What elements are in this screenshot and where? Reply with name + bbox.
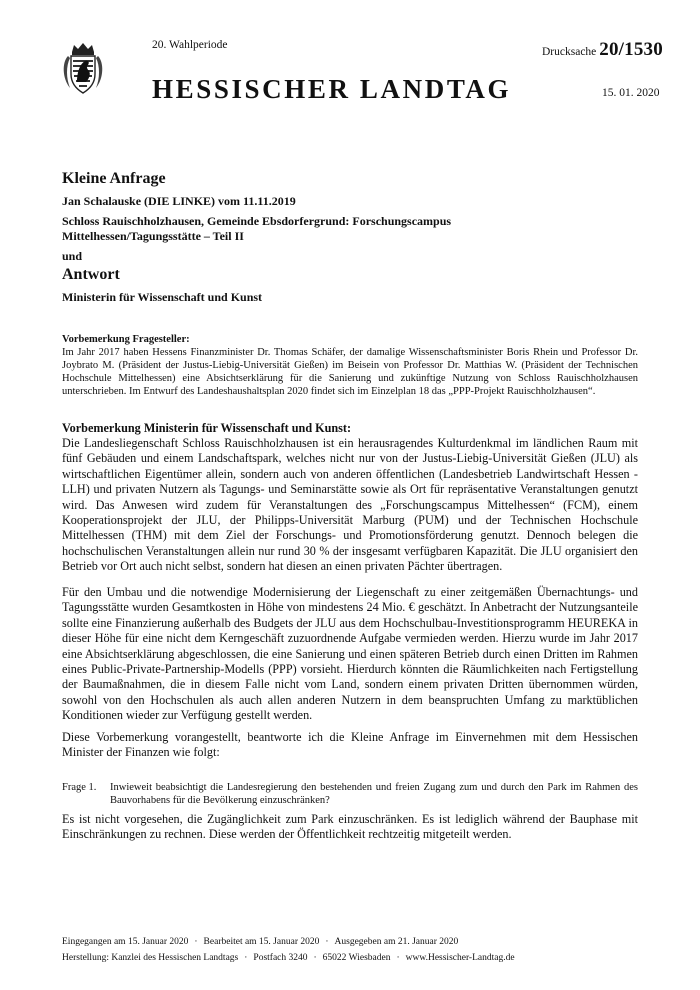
frage1-label: Frage 1.: [62, 782, 97, 793]
vorbemerkung-fragesteller-text: Im Jahr 2017 haben Hessens Finanzminister Dr. Thomas Schäfer, der damalige Wissenschaftsminister Boris Rhein und Professor Dr. Joybrato M. (Präsident der Justus-Liebig-Universität Gießen) im Beisein von Professor Dr. Matthias W. (Präsident der Technischen Hochschule Mittelhessen) eine Absichtserklärung für die Sanierung und zukünftige Nutzung von Schloss Rauischholzhausen unterschrieben. Im Entwurf des Landeshaushaltsplan 2020 findet sich im Einzelplan 18 das „PPP-Projekt Rauischholzhausen“.: [62, 347, 638, 397]
footer-separator: ·: [396, 953, 400, 963]
vorbemerkung-ministerin-p3: [62, 730, 638, 761]
frage1-text: Inwieweit beabsichtigt die Landesregierung den bestehenden und freien Zugang zum und durch den Park im Rahmen des Bauvorhabens für die Bevölkerung einzuschränken?: [110, 782, 638, 806]
wahlperiode: 20. Wahlperiode: [152, 39, 228, 51]
footer-line-1: [62, 934, 642, 951]
vorbemerkung-ministerin-paragraph: Für den Umbau und die notwendige Modernisierung der Liegenschaft zu einer zeitgemäßen Übernachtungs- und Tagungsstätte wurden Gesamtkosten in Höhe von mindestens 24 Mio. € geschätzt. In Anbetracht der Nutzungsanteile sollte eine Finanzierung außerhalb des Budgets der JLU aus dem Hochschulbau-Investitionsprogramm HEUREKA in dieser Höhe für eine nicht dem Kerngeschäft zuzuordnende Aufgabe vermieden werden. Hierzu wurde im Jahr 2017 eine Absichtserklärung abgeschlossen, die eine Sanierung und einen späteren Betrieb durch einen Dritten im Rahmen eines Public-Private-Partnership-Modells (PPP) vorsieht. Hierdurch könnten die Räumlichkeiten nach Fertigstellung der Baumaßnahmen, die in diesem Falle nicht vom Land, sondern einem privaten Dritten übernommen würden, sowohl von den Hochschulen als auch allen anderen Nutzern in dem beanspruchten Umfang zu marktüblichen Konditionen wieder zur Verfügung gestellt werden.: [62, 585, 638, 723]
drucksache-label: Drucksache: [542, 46, 597, 58]
footer-separator: ·: [244, 953, 248, 963]
footer-website-link[interactable]: www.Hessischer-Landtag.de: [405, 953, 515, 963]
footer-postfach: Postfach 3240: [253, 953, 308, 963]
anfrage-author: Jan Schalauske (DIE LINKE) vom 11.11.2019: [62, 194, 296, 208]
vorbemerkung-ministerin-paragraph: Diese Vorbemerkung vorangestellt, beantworte ich die Kleine Anfrage im Einvernehmen mit dem Hessischen Minister der Finanzen wie folgt:: [62, 730, 638, 760]
ministerin-label: Ministerin für Wissenschaft und Kunst: [62, 290, 263, 304]
frage1-answer-block: [62, 812, 638, 843]
heading-block: [62, 170, 652, 310]
und-label: und: [62, 249, 83, 263]
footer-eingegangen: Eingegangen am 15. Januar 2020: [62, 937, 189, 947]
vorbemerkung-ministerin-paragraph: Die Landesliegenschaft Schloss Rauischholzhausen ist ein herausragendes Kulturdenkmal im ländlichen Raum mit fünf Gebäuden und einem Landschaftspark, welches nicht nur von der Justus-Liebig-Universität Gießen (JLU) als wirtschaftlichen Eigentümer allein, sondern auch von anderen öffentlichen (Landesbetrieb Landwirtschaft Hessen - LLH) und privaten Nutzern als Tagungs- und Seminarstätte sowie als Ort für repräsentative Veranstaltungen genutzt wird. Das Anwesen wird zudem für Veranstaltungen des „Forschungscampus Mittelhessen“ (FCM), einem Kooperationsprojekt der JLU, der Philipps-Universität Marburg (PUM) und der Technischen Hochschule Mittelhessen (THM) mit dem Ziel der Forschungs- und Promotionsförderung genutzt. Dennoch belegen die hochschulischen Veranstaltungen allein nur rund 30 % der insgesamt verfügbaren Kapazität. Die JLU organisiert den Betrieb vor Ort auch nicht selbst, sondern hat diesen an einen privaten Pächter übertragen.: [62, 436, 638, 574]
antwort-label: Antwort: [62, 266, 120, 283]
anfrage-type: Kleine Anfrage: [62, 170, 166, 187]
anfrage-subject: Schloss Rauischholzhausen, Gemeinde Ebsdorfergrund: Forschungscampus Mittelhessen/Tagungsstätte – Teil II: [62, 214, 452, 243]
vorbemerkung-ministerin-p2: [62, 585, 638, 724]
drucksache-number: 20/1530: [599, 39, 663, 60]
footer-herstellung: Herstellung: Kanzlei des Hessischen Landtags: [62, 953, 239, 963]
vorbemerkung-fragesteller: [62, 333, 638, 398]
vorbemerkung-ministerin-title: Vorbemerkung Ministerin für Wissenschaft und Kunst:: [62, 421, 352, 435]
footer-separator: ·: [325, 937, 329, 947]
page-title: HESSISCHER LANDTAG: [152, 74, 512, 104]
footer-ausgegeben: Ausgegeben am 21. Januar 2020: [334, 937, 459, 947]
drucksache: [542, 39, 663, 61]
footer-ort: 65022 Wiesbaden: [322, 953, 391, 963]
footer-separator: ·: [194, 937, 198, 947]
footer-separator: ·: [313, 953, 317, 963]
footer-line-2: [62, 950, 642, 967]
frage1-answer: Es ist nicht vorgesehen, die Zugänglichkeit zum Park einzuschränken. Es ist lediglich während der Bauphase mit Einschränkungen zu rechnen. Diese werden der Öffentlichkeit rechtzeitig mitgeteilt werden.: [62, 812, 638, 842]
document-date: 15. 01. 2020: [602, 87, 660, 99]
vorbemerkung-ministerin: [62, 421, 638, 575]
hessen-crest-icon: [60, 42, 106, 96]
vorbemerkung-fragesteller-title: Vorbemerkung Fragesteller:: [62, 334, 190, 345]
footer-bearbeitet: Bearbeitet am 15. Januar 2020: [203, 937, 320, 947]
